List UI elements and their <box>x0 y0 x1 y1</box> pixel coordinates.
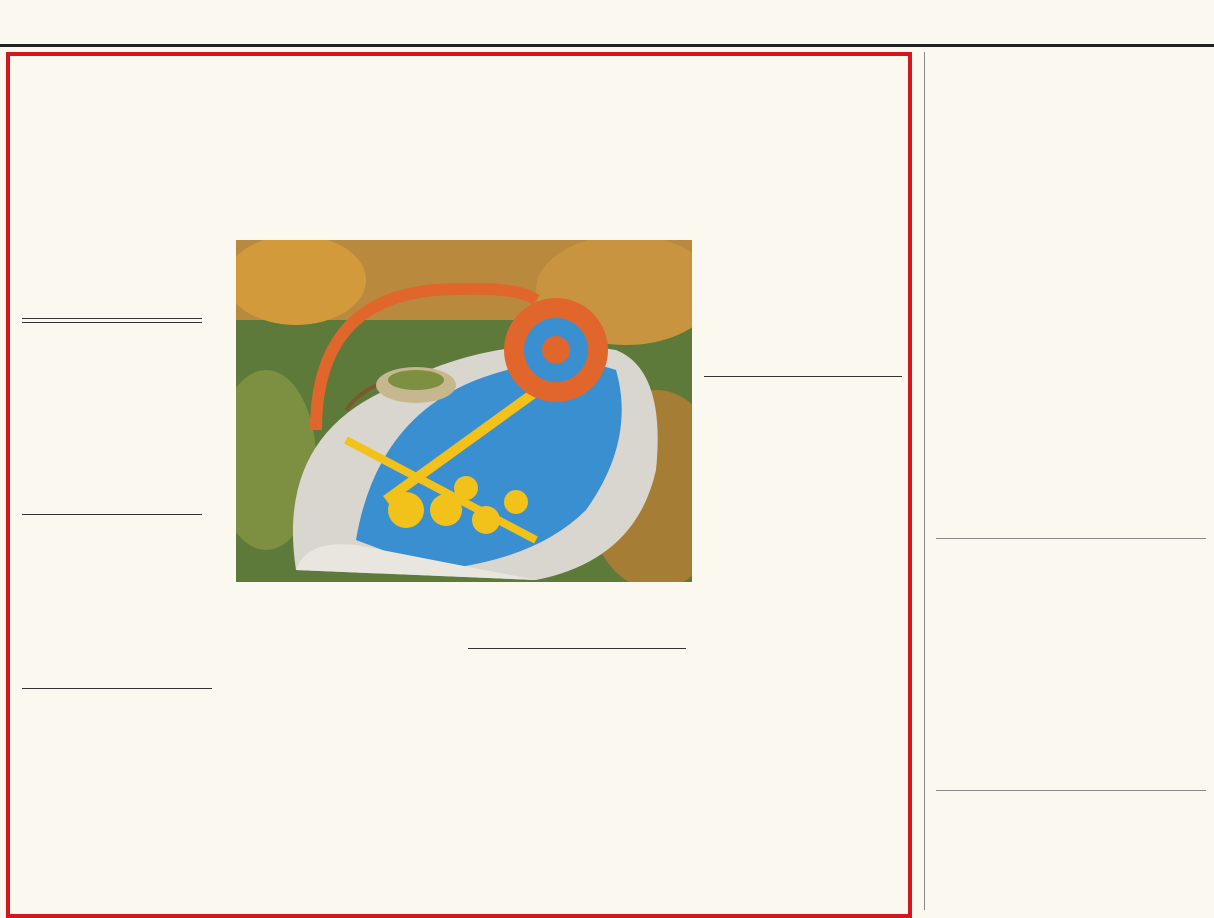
article-column-4a <box>698 240 904 338</box>
column-divider <box>924 52 925 910</box>
section-rule <box>704 376 902 377</box>
key-read-rule <box>22 322 202 323</box>
feature-photo[interactable] <box>236 240 692 582</box>
story-title-change6[interactable] <box>1130 110 1192 450</box>
pocket-park-image <box>236 240 692 582</box>
key-read-rule <box>22 318 202 319</box>
story-change6-body-wide <box>936 482 1206 522</box>
story-rule <box>936 538 1206 539</box>
key-read-rule-bottom <box>22 514 202 515</box>
story-rule <box>936 790 1206 791</box>
article-column-1 <box>14 522 220 652</box>
story-medical-body <box>936 836 1206 908</box>
section-rule <box>22 688 212 689</box>
section-rule <box>468 648 686 649</box>
article-column-1b <box>14 694 220 906</box>
column-tag <box>28 240 38 260</box>
story-gas-body <box>936 608 1206 784</box>
photo-caption <box>718 868 902 904</box>
article-column-3 <box>468 654 686 908</box>
story-change6-body <box>936 82 1124 522</box>
masthead-rule <box>0 44 1214 47</box>
article-column-4b <box>698 382 904 846</box>
article-column-2 <box>236 592 456 908</box>
